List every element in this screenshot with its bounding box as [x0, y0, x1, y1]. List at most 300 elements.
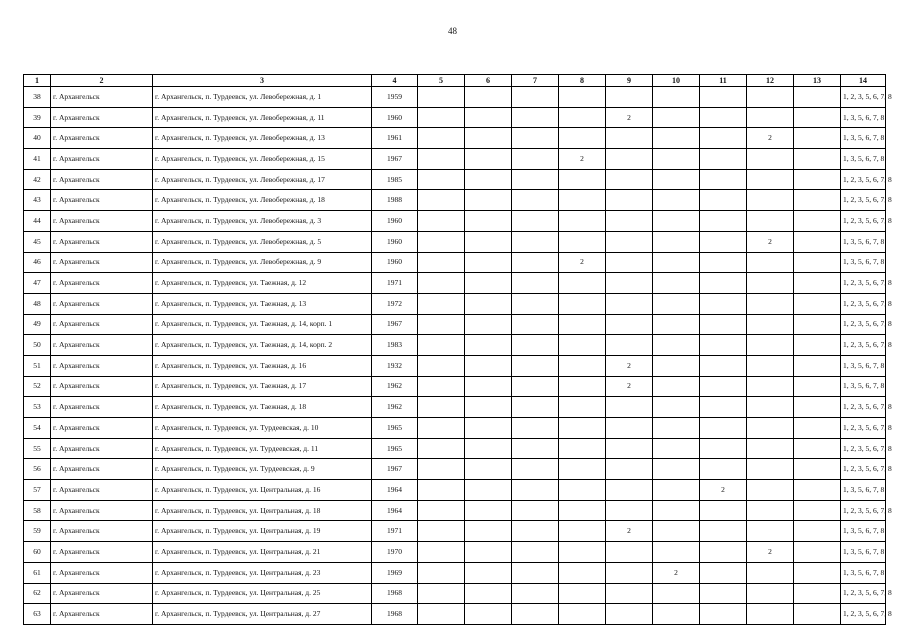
city-cell: г. Архангельск: [51, 335, 153, 356]
col12-cell: 2: [747, 542, 794, 563]
col5-cell: [418, 459, 465, 480]
col8-cell: [559, 418, 606, 439]
col9-cell: [606, 542, 653, 563]
column-header: 3: [153, 75, 372, 87]
col12-cell: [747, 211, 794, 232]
year-cell: 1970: [372, 542, 418, 563]
col5-cell: [418, 128, 465, 149]
column-header: 7: [512, 75, 559, 87]
col8-cell: [559, 438, 606, 459]
table-row: [24, 107, 886, 128]
city-cell: г. Архангельск: [51, 293, 153, 314]
column-header: 2: [51, 75, 153, 87]
table-row: [24, 397, 886, 418]
table-row: [24, 355, 886, 376]
col6-cell: [465, 231, 512, 252]
city-cell: г. Архангельск: [51, 397, 153, 418]
row-number-cell: 53: [24, 397, 51, 418]
row-number-cell: 63: [24, 604, 51, 625]
year-cell: 1961: [372, 128, 418, 149]
col5-cell: [418, 252, 465, 273]
col5-cell: [418, 397, 465, 418]
city-cell: г. Архангельск: [51, 314, 153, 335]
col13-cell: [794, 562, 841, 583]
col12-cell: [747, 397, 794, 418]
col13-cell: [794, 169, 841, 190]
row-number-cell: 40: [24, 128, 51, 149]
col13-cell: [794, 500, 841, 521]
col10-cell: [653, 604, 700, 625]
col9-cell: [606, 231, 653, 252]
col10-cell: [653, 418, 700, 439]
address-cell: г. Архангельск, п. Турдеевск, ул. Левобережная, д. 18: [153, 190, 372, 211]
col14-cell: 1, 2, 3, 5, 6, 7, 8: [841, 438, 886, 459]
address-cell: г. Архангельск, п. Турдеевск, ул. Левобережная, д. 1: [153, 87, 372, 108]
col9-cell: 2: [606, 355, 653, 376]
col10-cell: [653, 149, 700, 170]
col12-cell: [747, 149, 794, 170]
column-header: 11: [700, 75, 747, 87]
col8-cell: [559, 211, 606, 232]
col9-cell: [606, 397, 653, 418]
col9-cell: 2: [606, 521, 653, 542]
address-cell: г. Архангельск, п. Турдеевск, ул. Таежная, д. 12: [153, 273, 372, 294]
col13-cell: [794, 128, 841, 149]
col14-cell: 1, 2, 3, 5, 6, 7, 8: [841, 604, 886, 625]
col8-cell: [559, 273, 606, 294]
col10-cell: [653, 397, 700, 418]
col6-cell: [465, 397, 512, 418]
col5-cell: [418, 418, 465, 439]
col14-cell: 1, 3, 5, 6, 7, 8: [841, 521, 886, 542]
col6-cell: [465, 252, 512, 273]
col11-cell: [700, 521, 747, 542]
col9-cell: [606, 252, 653, 273]
address-cell: г. Архангельск, п. Турдеевск, ул. Центральная, д. 21: [153, 542, 372, 563]
col7-cell: [512, 231, 559, 252]
col8-cell: [559, 355, 606, 376]
col13-cell: [794, 418, 841, 439]
col10-cell: [653, 273, 700, 294]
col5-cell: [418, 542, 465, 563]
col7-cell: [512, 87, 559, 108]
col10-cell: [653, 211, 700, 232]
year-cell: 1964: [372, 480, 418, 501]
year-cell: 1967: [372, 459, 418, 480]
col12-cell: [747, 583, 794, 604]
col7-cell: [512, 355, 559, 376]
col11-cell: [700, 500, 747, 521]
col14-cell: 1, 2, 3, 5, 6, 7, 8: [841, 314, 886, 335]
year-cell: 1983: [372, 335, 418, 356]
city-cell: г. Архангельск: [51, 107, 153, 128]
col9-cell: [606, 438, 653, 459]
col9-cell: [606, 190, 653, 211]
col13-cell: [794, 231, 841, 252]
table-row: [24, 211, 886, 232]
col7-cell: [512, 314, 559, 335]
col11-cell: [700, 87, 747, 108]
city-cell: г. Архангельск: [51, 273, 153, 294]
col7-cell: [512, 438, 559, 459]
col12-cell: [747, 562, 794, 583]
address-cell: г. Архангельск, п. Турдеевск, ул. Центральная, д. 25: [153, 583, 372, 604]
col5-cell: [418, 355, 465, 376]
col14-cell: 1, 2, 3, 5, 6, 7, 8: [841, 273, 886, 294]
col6-cell: [465, 211, 512, 232]
col6-cell: [465, 459, 512, 480]
year-cell: 1988: [372, 190, 418, 211]
col9-cell: [606, 604, 653, 625]
year-cell: 1967: [372, 314, 418, 335]
col7-cell: [512, 542, 559, 563]
address-cell: г. Архангельск, п. Турдеевск, ул. Левобережная, д. 17: [153, 169, 372, 190]
col14-cell: 1, 2, 3, 5, 6, 7, 8: [841, 190, 886, 211]
col9-cell: [606, 480, 653, 501]
col14-cell: 1, 2, 3, 5, 6, 7, 8: [841, 459, 886, 480]
city-cell: г. Архангельск: [51, 521, 153, 542]
row-number-cell: 56: [24, 459, 51, 480]
year-cell: 1959: [372, 87, 418, 108]
col7-cell: [512, 604, 559, 625]
col6-cell: [465, 500, 512, 521]
city-cell: г. Архангельск: [51, 87, 153, 108]
column-header: 8: [559, 75, 606, 87]
row-number-cell: 48: [24, 293, 51, 314]
col7-cell: [512, 335, 559, 356]
year-cell: 1962: [372, 397, 418, 418]
table-row: [24, 252, 886, 273]
col6-cell: [465, 335, 512, 356]
city-cell: г. Архангельск: [51, 190, 153, 211]
address-cell: г. Архангельск, п. Турдеевск, ул. Таежная, д. 14, корп. 1: [153, 314, 372, 335]
row-number-cell: 44: [24, 211, 51, 232]
col12-cell: [747, 87, 794, 108]
col6-cell: [465, 376, 512, 397]
col10-cell: [653, 335, 700, 356]
col5-cell: [418, 335, 465, 356]
address-cell: г. Архангельск, п. Турдеевск, ул. Таежная, д. 17: [153, 376, 372, 397]
city-cell: г. Архангельск: [51, 542, 153, 563]
year-cell: 1968: [372, 583, 418, 604]
col10-cell: [653, 107, 700, 128]
row-number-cell: 46: [24, 252, 51, 273]
col10-cell: 2: [653, 562, 700, 583]
col8-cell: [559, 521, 606, 542]
address-cell: г. Архангельск, п. Турдеевск, ул. Левобережная, д. 9: [153, 252, 372, 273]
column-header: 9: [606, 75, 653, 87]
col8-cell: [559, 169, 606, 190]
year-cell: 1967: [372, 149, 418, 170]
col14-cell: 1, 3, 5, 6, 7, 8: [841, 128, 886, 149]
col11-cell: [700, 604, 747, 625]
row-number-cell: 51: [24, 355, 51, 376]
col8-cell: [559, 480, 606, 501]
col6-cell: [465, 273, 512, 294]
col6-cell: [465, 355, 512, 376]
column-header: 5: [418, 75, 465, 87]
address-cell: г. Архангельск, п. Турдеевск, ул. Таежная, д. 18: [153, 397, 372, 418]
address-cell: г. Архангельск, п. Турдеевск, ул. Таежная, д. 16: [153, 355, 372, 376]
city-cell: г. Архангельск: [51, 376, 153, 397]
year-cell: 1965: [372, 438, 418, 459]
col10-cell: [653, 355, 700, 376]
col9-cell: 2: [606, 107, 653, 128]
col8-cell: 2: [559, 149, 606, 170]
table-row: [24, 335, 886, 356]
col12-cell: [747, 169, 794, 190]
col11-cell: [700, 293, 747, 314]
col5-cell: [418, 480, 465, 501]
col13-cell: [794, 190, 841, 211]
col14-cell: 1, 3, 5, 6, 7, 8: [841, 149, 886, 170]
col6-cell: [465, 128, 512, 149]
col13-cell: [794, 314, 841, 335]
col12-cell: 2: [747, 128, 794, 149]
col14-cell: 1, 3, 5, 6, 7, 8: [841, 480, 886, 501]
col9-cell: [606, 418, 653, 439]
year-cell: 1960: [372, 252, 418, 273]
year-cell: 1962: [372, 376, 418, 397]
address-cell: г. Архангельск, п. Турдеевск, ул. Левобережная, д. 11: [153, 107, 372, 128]
col10-cell: [653, 252, 700, 273]
address-cell: г. Архангельск, п. Турдеевск, ул. Таежная, д. 13: [153, 293, 372, 314]
city-cell: г. Архангельск: [51, 500, 153, 521]
table-header-row: [24, 75, 886, 87]
table-row: [24, 500, 886, 521]
col12-cell: [747, 273, 794, 294]
col11-cell: [700, 355, 747, 376]
col12-cell: [747, 604, 794, 625]
address-cell: г. Архангельск, п. Турдеевск, ул. Левобережная, д. 15: [153, 149, 372, 170]
col13-cell: [794, 293, 841, 314]
col5-cell: [418, 376, 465, 397]
col11-cell: [700, 231, 747, 252]
city-cell: г. Архангельск: [51, 252, 153, 273]
city-cell: г. Архангельск: [51, 169, 153, 190]
col14-cell: 1, 3, 5, 6, 7, 8: [841, 355, 886, 376]
city-cell: г. Архангельск: [51, 231, 153, 252]
col11-cell: [700, 562, 747, 583]
col12-cell: [747, 293, 794, 314]
col10-cell: [653, 459, 700, 480]
col10-cell: [653, 293, 700, 314]
col9-cell: [606, 562, 653, 583]
col5-cell: [418, 211, 465, 232]
col8-cell: [559, 604, 606, 625]
address-cell: г. Архангельск, п. Турдеевск, ул. Центральная, д. 27: [153, 604, 372, 625]
row-number-cell: 52: [24, 376, 51, 397]
col14-cell: 1, 2, 3, 5, 6, 7, 8: [841, 87, 886, 108]
col11-cell: [700, 128, 747, 149]
col7-cell: [512, 128, 559, 149]
col12-cell: [747, 314, 794, 335]
col5-cell: [418, 500, 465, 521]
address-cell: г. Архангельск, п. Турдеевск, ул. Левобережная, д. 5: [153, 231, 372, 252]
col13-cell: [794, 211, 841, 232]
col9-cell: [606, 169, 653, 190]
col9-cell: [606, 335, 653, 356]
col6-cell: [465, 107, 512, 128]
city-cell: г. Архангельск: [51, 438, 153, 459]
col7-cell: [512, 521, 559, 542]
col11-cell: [700, 376, 747, 397]
col13-cell: [794, 521, 841, 542]
column-header: 14: [841, 75, 886, 87]
table-row: [24, 293, 886, 314]
address-cell: г. Архангельск, п. Турдеевск, ул. Левобережная, д. 13: [153, 128, 372, 149]
col6-cell: [465, 438, 512, 459]
table-row: [24, 480, 886, 501]
col6-cell: [465, 149, 512, 170]
table-row: [24, 128, 886, 149]
col11-cell: [700, 107, 747, 128]
col13-cell: [794, 376, 841, 397]
col14-cell: 1, 3, 5, 6, 7, 8: [841, 562, 886, 583]
table-row: [24, 190, 886, 211]
col6-cell: [465, 418, 512, 439]
col11-cell: 2: [700, 480, 747, 501]
col14-cell: 1, 2, 3, 5, 6, 7, 8: [841, 418, 886, 439]
col8-cell: [559, 190, 606, 211]
col13-cell: [794, 87, 841, 108]
table-row: [24, 542, 886, 563]
col5-cell: [418, 190, 465, 211]
col8-cell: [559, 459, 606, 480]
city-cell: г. Архангельск: [51, 480, 153, 501]
address-cell: г. Архангельск, п. Турдеевск, ул. Левобережная, д. 3: [153, 211, 372, 232]
col8-cell: [559, 87, 606, 108]
row-number-cell: 61: [24, 562, 51, 583]
col8-cell: [559, 231, 606, 252]
col9-cell: [606, 459, 653, 480]
col12-cell: [747, 500, 794, 521]
col11-cell: [700, 169, 747, 190]
col10-cell: [653, 583, 700, 604]
col11-cell: [700, 149, 747, 170]
col6-cell: [465, 314, 512, 335]
col14-cell: 1, 3, 5, 6, 7, 8: [841, 107, 886, 128]
year-cell: 1960: [372, 107, 418, 128]
col12-cell: [747, 190, 794, 211]
col7-cell: [512, 500, 559, 521]
row-number-cell: 59: [24, 521, 51, 542]
col14-cell: 1, 2, 3, 5, 6, 7, 8: [841, 500, 886, 521]
col8-cell: [559, 562, 606, 583]
row-number-cell: 62: [24, 583, 51, 604]
city-cell: г. Архангельск: [51, 583, 153, 604]
col10-cell: [653, 480, 700, 501]
city-cell: г. Архангельск: [51, 562, 153, 583]
col6-cell: [465, 521, 512, 542]
table-row: [24, 604, 886, 625]
col8-cell: [559, 583, 606, 604]
col8-cell: [559, 107, 606, 128]
col11-cell: [700, 335, 747, 356]
row-number-cell: 39: [24, 107, 51, 128]
col6-cell: [465, 562, 512, 583]
table-row: [24, 149, 886, 170]
year-cell: 1932: [372, 355, 418, 376]
col12-cell: [747, 107, 794, 128]
col9-cell: [606, 87, 653, 108]
col9-cell: [606, 293, 653, 314]
col7-cell: [512, 273, 559, 294]
city-cell: г. Архангельск: [51, 459, 153, 480]
col8-cell: [559, 314, 606, 335]
col13-cell: [794, 604, 841, 625]
col10-cell: [653, 314, 700, 335]
col12-cell: [747, 521, 794, 542]
col7-cell: [512, 169, 559, 190]
col13-cell: [794, 273, 841, 294]
col9-cell: 2: [606, 376, 653, 397]
col9-cell: [606, 128, 653, 149]
col11-cell: [700, 397, 747, 418]
col9-cell: [606, 149, 653, 170]
col11-cell: [700, 418, 747, 439]
col14-cell: 1, 3, 5, 6, 7, 8: [841, 376, 886, 397]
col6-cell: [465, 604, 512, 625]
col10-cell: [653, 169, 700, 190]
col13-cell: [794, 335, 841, 356]
col10-cell: [653, 231, 700, 252]
year-cell: 1985: [372, 169, 418, 190]
col6-cell: [465, 480, 512, 501]
col10-cell: [653, 438, 700, 459]
col10-cell: [653, 128, 700, 149]
col10-cell: [653, 87, 700, 108]
col7-cell: [512, 252, 559, 273]
col12-cell: [747, 376, 794, 397]
column-header: 12: [747, 75, 794, 87]
col11-cell: [700, 211, 747, 232]
col5-cell: [418, 562, 465, 583]
col11-cell: [700, 583, 747, 604]
col7-cell: [512, 397, 559, 418]
col7-cell: [512, 293, 559, 314]
col10-cell: [653, 190, 700, 211]
address-cell: г. Архангельск, п. Турдеевск, ул. Центральная, д. 23: [153, 562, 372, 583]
col13-cell: [794, 355, 841, 376]
address-cell: г. Архангельск, п. Турдеевск, ул. Таежная, д. 14, корп. 2: [153, 335, 372, 356]
col12-cell: [747, 459, 794, 480]
table-row: [24, 521, 886, 542]
col11-cell: [700, 273, 747, 294]
row-number-cell: 45: [24, 231, 51, 252]
col7-cell: [512, 149, 559, 170]
col5-cell: [418, 87, 465, 108]
table-row: [24, 87, 886, 108]
year-cell: 1969: [372, 562, 418, 583]
table-row: [24, 459, 886, 480]
col13-cell: [794, 480, 841, 501]
address-cell: г. Архангельск, п. Турдеевск, ул. Турдеевская, д. 10: [153, 418, 372, 439]
table-row: [24, 169, 886, 190]
row-number-cell: 49: [24, 314, 51, 335]
col10-cell: [653, 500, 700, 521]
col12-cell: [747, 335, 794, 356]
address-cell: г. Архангельск, п. Турдеевск, ул. Центральная, д. 16: [153, 480, 372, 501]
col7-cell: [512, 418, 559, 439]
column-header: 1: [24, 75, 51, 87]
col12-cell: [747, 418, 794, 439]
col12-cell: [747, 480, 794, 501]
col14-cell: 1, 3, 5, 6, 7, 8: [841, 231, 886, 252]
row-number-cell: 60: [24, 542, 51, 563]
col14-cell: 1, 2, 3, 5, 6, 7, 8: [841, 293, 886, 314]
col8-cell: [559, 397, 606, 418]
